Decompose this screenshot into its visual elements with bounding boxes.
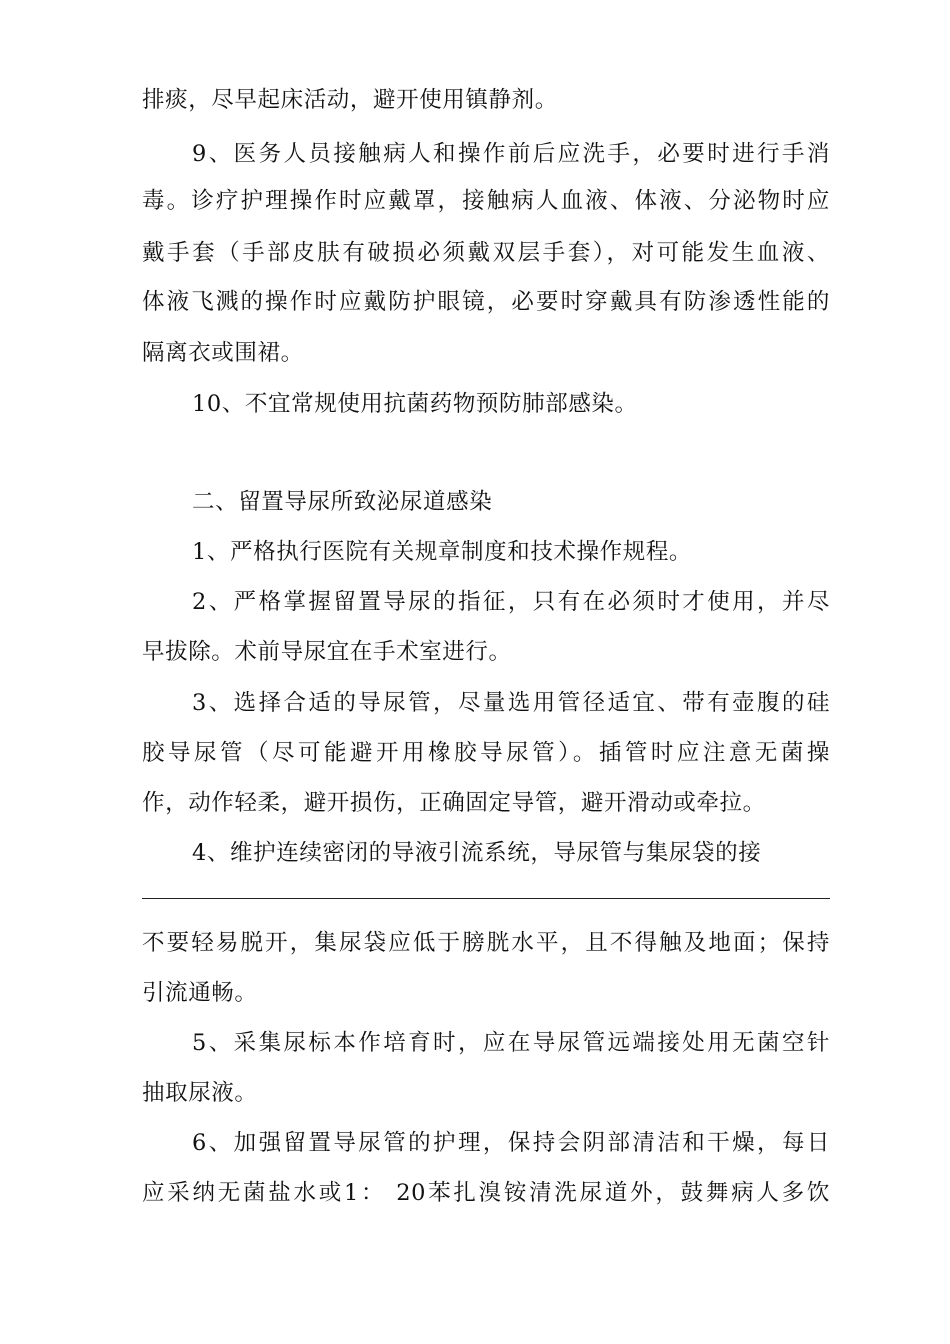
text-line: 排痰，尽早起床活动，避开使用镇静剂。	[142, 87, 558, 113]
document-page	[142, 0, 830, 1344]
text-line: 抽取尿液。	[142, 1080, 258, 1106]
text-line: 4、维护连续密闭的导液引流系统，导尿管与集尿袋的接	[192, 840, 762, 866]
text-line: 引流通畅。	[142, 980, 258, 1006]
text-line: 应采纳无菌盐水或1： 20苯扎溴铵清洗尿道外，鼓舞病人多饮	[142, 1180, 830, 1206]
text-line: 作，动作轻柔，避开损伤，正确固定导管，避开滑动或牵拉。	[142, 790, 766, 816]
text-line: 毒。诊疗护理操作时应戴罩，接触病人血液、体液、分泌物时应	[142, 188, 830, 214]
text-line: 6、加强留置导尿管的护理，保持会阴部清洁和干燥，每日	[192, 1130, 830, 1156]
text-line: 胶导尿管（尽可能避开用橡胶导尿管）。插管时应注意无菌操	[142, 740, 830, 766]
text-line: 戴手套（手部皮肤有破损必须戴双层手套），对可能发生血液、	[142, 240, 830, 266]
page-divider	[142, 898, 830, 899]
text-line: 隔离衣或围裙。	[142, 340, 304, 366]
text-line: 9、医务人员接触病人和操作前后应洗手，必要时进行手消	[192, 141, 830, 167]
text-line: 不要轻易脱开，集尿袋应低于膀胱水平，且不得触及地面；保持	[142, 930, 830, 956]
section-heading: 二、留置导尿所致泌尿道感染	[192, 489, 493, 515]
text-line: 5、采集尿标本作培育时，应在导尿管远端接处用无菌空针	[192, 1030, 830, 1056]
text-line: 2、严格掌握留置导尿的指征，只有在必须时才使用，并尽	[192, 589, 830, 615]
text-line: 3、选择合适的导尿管，尽量选用管径适宜、带有壶腹的硅	[192, 690, 830, 716]
text-line: 早拔除。术前导尿宜在手术室进行。	[142, 639, 512, 665]
text-line: 体液飞溅的操作时应戴防护眼镜，必要时穿戴具有防渗透性能的	[142, 289, 830, 315]
text-line: 1、严格执行医院有关规章制度和技术操作规程。	[192, 539, 693, 565]
text-line: 10、不宜常规使用抗菌药物预防肺部感染。	[192, 391, 638, 417]
